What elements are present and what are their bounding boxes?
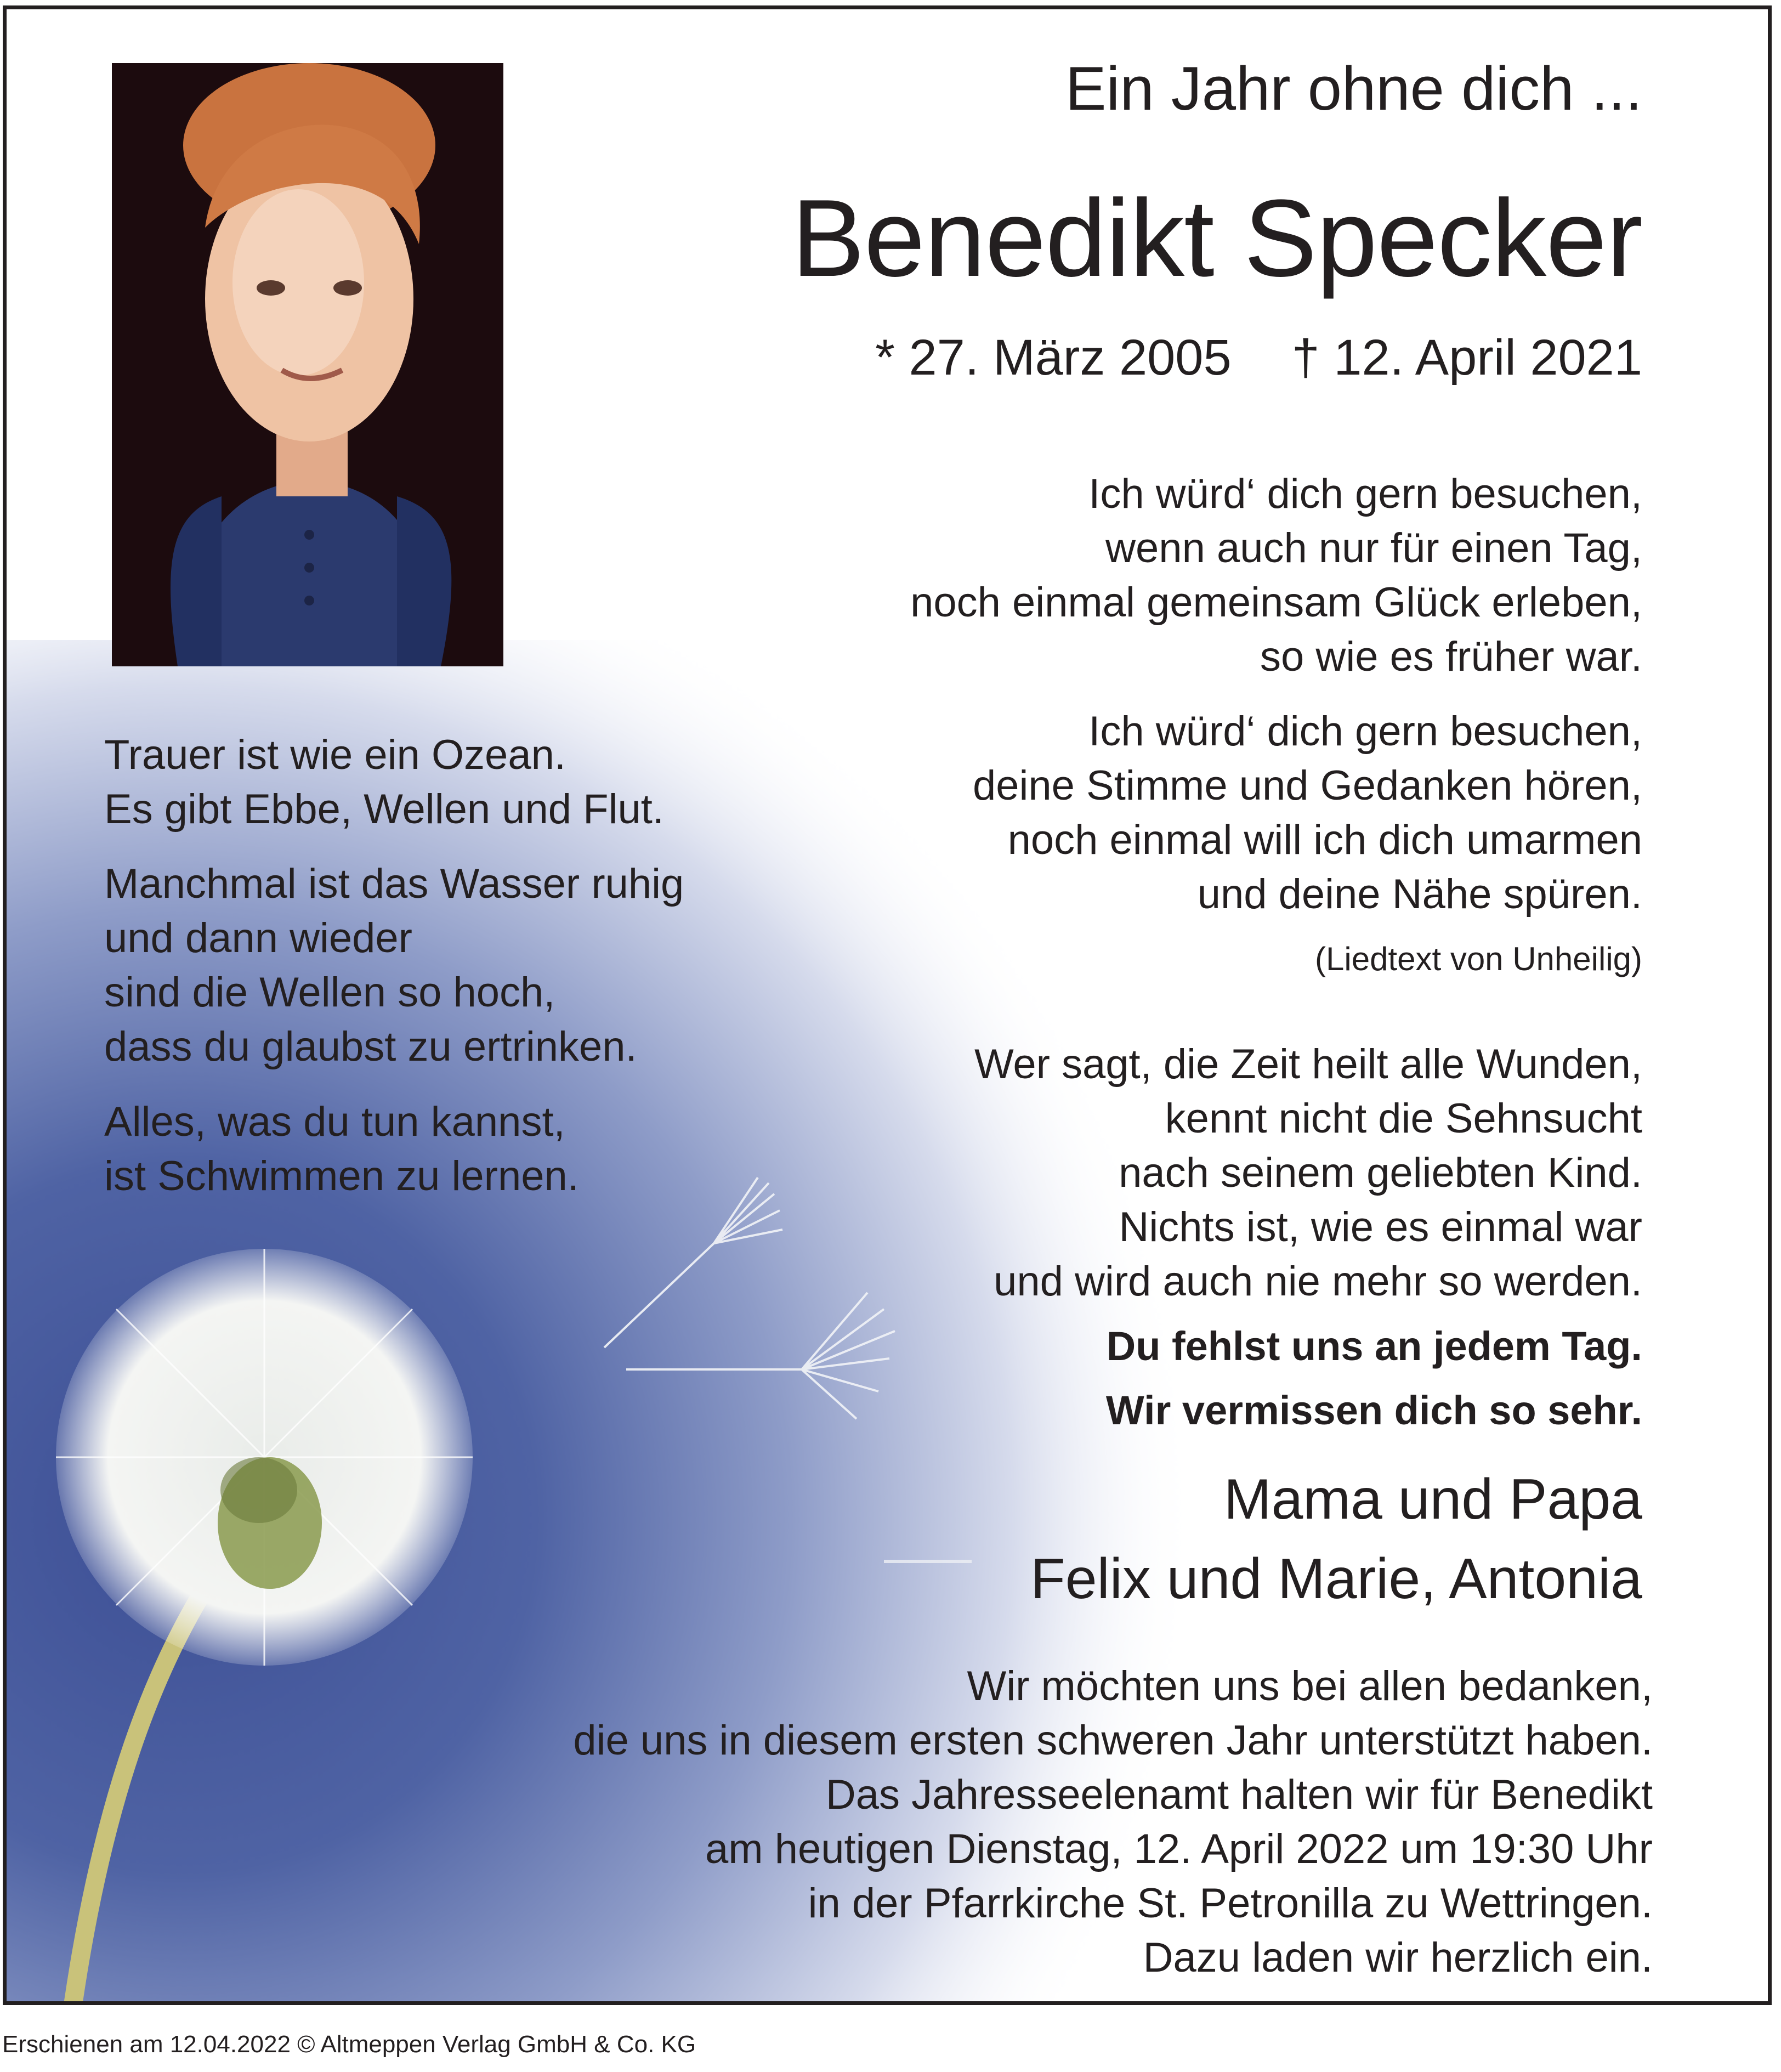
signature-block xyxy=(1030,1460,1642,1619)
poem-line: und deine Nähe spüren. xyxy=(1197,871,1642,918)
song-credit: (Liedtext von Unheilig) xyxy=(1315,941,1642,977)
poem-line: Ich würd‘ dich gern besuchen, xyxy=(1088,471,1642,517)
person-icon xyxy=(112,63,503,666)
signature-line: Felix und Marie, Antonia xyxy=(1030,1547,1642,1611)
poem-line: nach seinem geliebten Kind. xyxy=(1119,1150,1642,1196)
poem-line: Es gibt Ebbe, Wellen und Flut. xyxy=(104,786,664,833)
poem-line: noch einmal will ich dich umarmen xyxy=(1007,817,1642,863)
poem-line: ist Schwimmen zu lernen. xyxy=(104,1153,579,1199)
poem-line: Ich würd‘ dich gern besuchen, xyxy=(1088,708,1642,755)
heading-title: Ein Jahr ohne dich ... xyxy=(1065,54,1642,123)
bold-line-1: Du fehlst uns an jedem Tag. xyxy=(1106,1323,1642,1369)
poem-line: Manchmal ist das Wasser ruhig xyxy=(104,860,684,907)
poem-line: kennt nicht die Sehnsucht xyxy=(1165,1095,1642,1142)
poem-line: dass du glaubst zu ertrinken. xyxy=(104,1023,637,1070)
dandelion-icon xyxy=(56,1249,473,1666)
poem-line: Wer sagt, die Zeit heilt alle Wunden, xyxy=(974,1041,1642,1088)
death-date: † 12. April 2021 xyxy=(1291,330,1642,386)
bold-line-2: Wir vermissen dich so sehr. xyxy=(1105,1388,1642,1433)
signature-line: Mama und Papa xyxy=(1223,1468,1642,1531)
thanks-line: die uns in diesem ersten schweren Jahr unterstützt haben. xyxy=(573,1717,1653,1764)
portrait-photo xyxy=(112,63,503,666)
birth-date: * 27. März 2005 xyxy=(875,330,1232,386)
thanks-line: Dazu laden wir herzlich ein. xyxy=(1143,1934,1653,1981)
thanks-block xyxy=(573,1659,1653,1985)
poem-line: Nichts ist, wie es einmal war xyxy=(1119,1204,1642,1250)
song-stanza-1 xyxy=(910,467,1642,684)
thanks-line: am heutigen Dienstag, 12. April 2022 um 19:30 Uhr xyxy=(705,1826,1653,1872)
left-poem-stanza-3 xyxy=(104,1095,579,1203)
thanks-line: Wir möchten uns bei allen bedanken, xyxy=(967,1663,1653,1709)
verse-block xyxy=(974,1037,1642,1309)
poem-line: deine Stimme und Gedanken hören, xyxy=(972,762,1642,809)
poem-line: wenn auch nur für einen Tag, xyxy=(1105,525,1642,571)
life-dates xyxy=(875,329,1642,387)
left-poem-stanza-2 xyxy=(104,857,684,1074)
obituary-frame xyxy=(3,5,1772,2005)
left-poem-stanza-1 xyxy=(104,728,664,836)
thanks-line: in der Pfarrkirche St. Petronilla zu Wettringen. xyxy=(808,1880,1653,1927)
poem-line: Trauer ist wie ein Ozean. xyxy=(104,732,566,778)
poem-line: und dann wieder xyxy=(104,915,412,961)
publication-footer: Erschienen am 12.04.2022 © Altmeppen Verlag GmbH & Co. KG xyxy=(2,2031,696,2058)
poem-line: Alles, was du tun kannst, xyxy=(104,1099,565,1145)
poem-line: sind die Wellen so hoch, xyxy=(104,969,555,1016)
thanks-line: Das Jahresseelenamt halten wir für Benedikt xyxy=(825,1771,1653,1818)
poem-line: noch einmal gemeinsam Glück erleben, xyxy=(910,579,1642,626)
poem-line: und wird auch nie mehr so werden. xyxy=(994,1258,1642,1305)
deceased-name: Benedikt Specker xyxy=(791,177,1642,299)
poem-line: so wie es früher war. xyxy=(1260,633,1642,680)
song-stanza-2 xyxy=(973,704,1642,921)
